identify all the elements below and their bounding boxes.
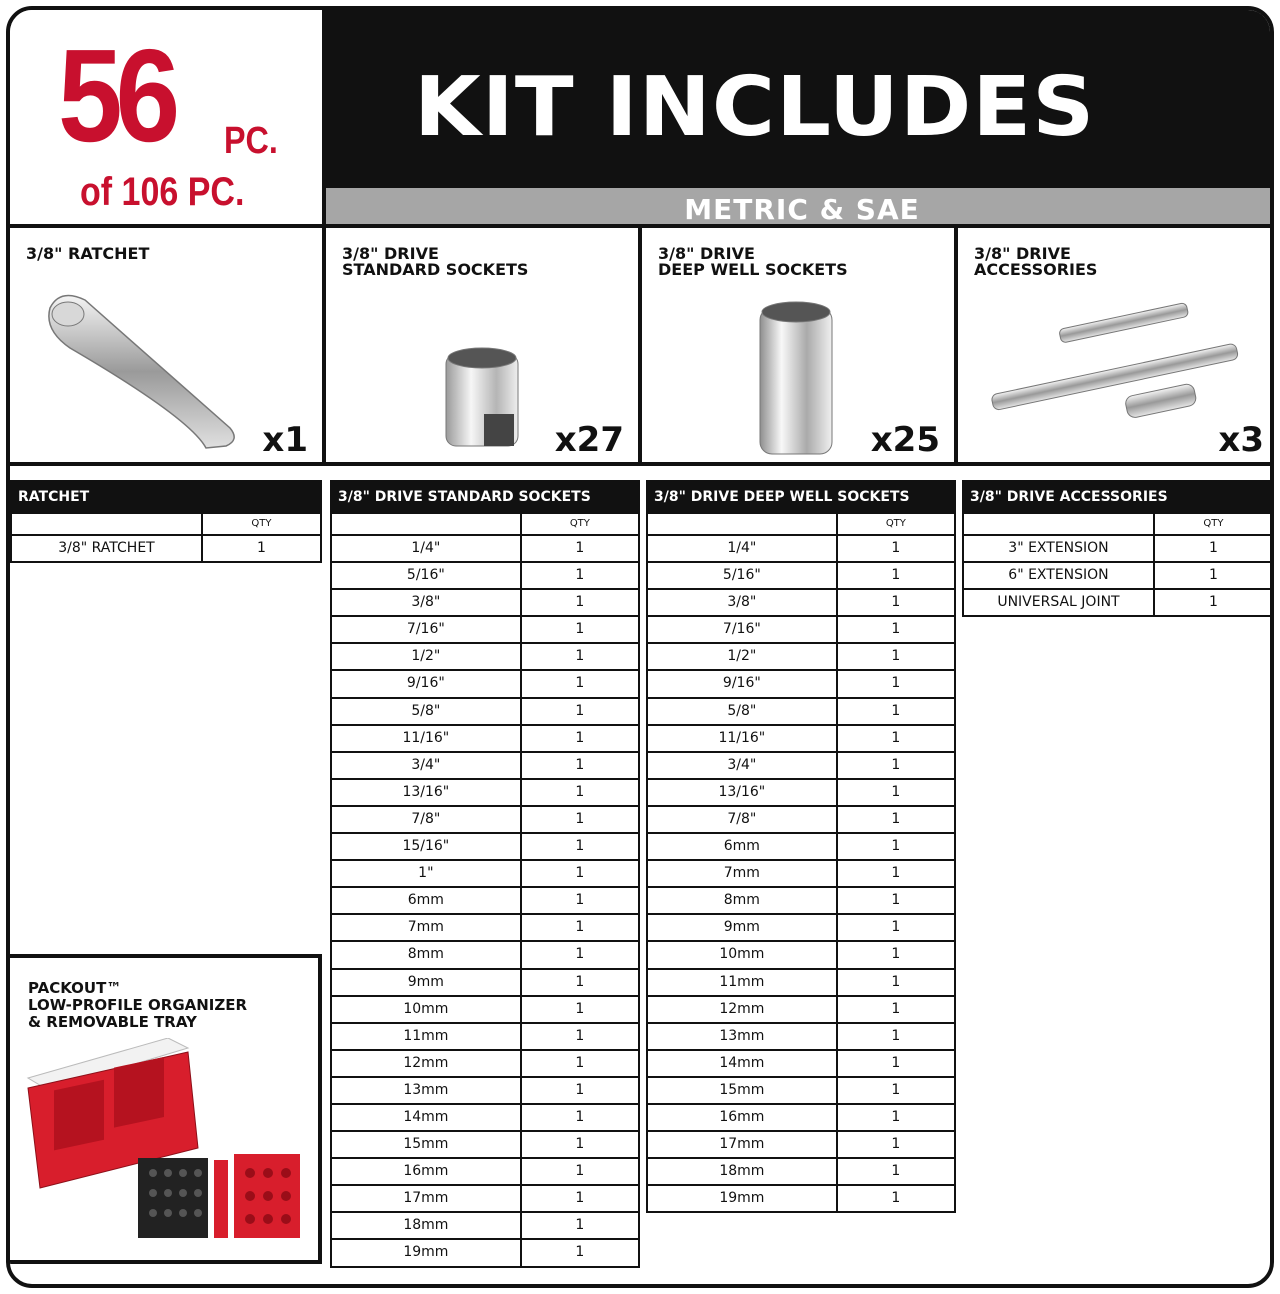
qty-cell: 1 <box>1209 567 1218 584</box>
item-cell: 9mm <box>332 970 522 995</box>
table-row <box>330 563 640 590</box>
table-row <box>330 1105 640 1132</box>
item-cell: 7/8" <box>332 807 522 832</box>
qty-cell: 1 <box>575 810 585 827</box>
item-cell: 17mm <box>332 1186 522 1211</box>
item-cell: 3" EXTENSION <box>964 536 1155 561</box>
item-cell: 18mm <box>332 1213 522 1238</box>
table-row <box>646 970 956 997</box>
qty-cell: 1 <box>891 1027 901 1044</box>
title-bar <box>326 10 1274 188</box>
qty-cell: 1 <box>575 594 585 611</box>
item-column-header <box>964 514 1155 534</box>
qty-cell: 1 <box>891 1136 901 1153</box>
qty-cell: 1 <box>575 865 585 882</box>
table-row <box>646 699 956 726</box>
table-row <box>330 888 640 915</box>
item-column-header <box>332 514 522 534</box>
table-row <box>646 563 956 590</box>
accessories-image <box>978 298 1258 438</box>
item-cell: 12mm <box>332 1051 522 1076</box>
qty-cell: 1 <box>575 973 585 990</box>
item-cell: 7mm <box>648 861 838 886</box>
qty-cell: 1 <box>891 865 901 882</box>
item-cell: 1/2" <box>648 644 838 669</box>
table-row <box>646 997 956 1024</box>
packout-title: PACKOUT™ LOW-PROFILE ORGANIZER & REMOVABLE TRAY <box>28 979 248 1031</box>
table-row <box>330 1213 640 1240</box>
qty-cell: 1 <box>891 838 901 855</box>
qty-cell: 1 <box>575 1190 585 1207</box>
table-row <box>330 617 640 644</box>
item-cell: 13mm <box>648 1024 838 1049</box>
table-row <box>646 726 956 753</box>
table-title: 3/8" DRIVE STANDARD SOCKETS <box>330 480 640 514</box>
table-header-row <box>330 514 640 536</box>
qty-cell: 1 <box>575 1244 585 1261</box>
table-row <box>330 1051 640 1078</box>
item-cell: 11mm <box>332 1024 522 1049</box>
item-cell: 8mm <box>332 942 522 967</box>
table-row <box>330 1132 640 1159</box>
piece-count: 56 <box>58 22 174 169</box>
item-cell: 16mm <box>648 1105 838 1130</box>
deep-sockets-table <box>646 480 956 1213</box>
table-row <box>330 1186 640 1213</box>
item-cell: 3/8" <box>332 590 522 615</box>
qty-cell: 1 <box>891 1000 901 1017</box>
qty-cell: 1 <box>1209 594 1218 611</box>
table-row <box>646 1105 956 1132</box>
product-title: 3/8" RATCHET <box>26 244 150 263</box>
product-deep-sockets <box>642 228 958 466</box>
standard-socket-image <box>438 344 528 454</box>
table-row <box>330 780 640 807</box>
table-row <box>646 807 956 834</box>
item-cell: 1/4" <box>332 536 522 561</box>
qty-cell: 1 <box>575 1027 585 1044</box>
table-row <box>962 536 1274 563</box>
table-row <box>330 970 640 997</box>
item-cell: 5/16" <box>332 563 522 588</box>
item-cell: 7/8" <box>648 807 838 832</box>
qty-cell: 1 <box>575 1000 585 1017</box>
table-row <box>10 536 322 563</box>
ratchet-image <box>30 278 270 458</box>
qty-cell: 1 <box>891 1190 901 1207</box>
item-cell: 5/8" <box>648 699 838 724</box>
item-cell: 1/4" <box>648 536 838 561</box>
total-pieces: of 106 PC. <box>80 170 245 214</box>
item-cell: 19mm <box>648 1186 838 1211</box>
product-accessories <box>958 228 1274 466</box>
table-row <box>646 644 956 671</box>
item-cell: 13mm <box>332 1078 522 1103</box>
item-cell: 11/16" <box>648 726 838 751</box>
item-cell: 8mm <box>648 888 838 913</box>
subtitle-bar <box>326 188 1274 228</box>
table-row <box>646 780 956 807</box>
qty-cell: 1 <box>891 892 901 909</box>
qty-cell: 1 <box>891 567 901 584</box>
qty-cell: 1 <box>575 540 585 556</box>
qty-cell: 1 <box>575 1217 585 1234</box>
table-header-row <box>962 514 1274 536</box>
table-title: 3/8" DRIVE ACCESSORIES <box>962 480 1274 514</box>
qty-cell: 1 <box>575 756 585 773</box>
table-row <box>330 536 640 563</box>
qty-cell: 1 <box>891 621 901 638</box>
table-row <box>330 1159 640 1186</box>
table-row <box>646 617 956 644</box>
qty-cell: 1 <box>891 702 901 719</box>
item-cell: UNIVERSAL JOINT <box>964 590 1155 615</box>
qty-cell: 1 <box>575 946 585 963</box>
qty-cell: 1 <box>575 702 585 719</box>
item-cell: 3/8" <box>648 590 838 615</box>
product-title: 3/8" DRIVE DEEP WELL SOCKETS <box>658 244 848 279</box>
table-row <box>330 1240 640 1267</box>
qty-cell: 1 <box>891 1108 901 1125</box>
product-qty: x1 <box>262 420 308 460</box>
item-cell: 14mm <box>332 1105 522 1130</box>
qty-cell: 1 <box>575 1163 585 1180</box>
item-column-header <box>648 514 838 534</box>
item-cell: 7/16" <box>648 617 838 642</box>
table-row <box>646 590 956 617</box>
item-cell: 13/16" <box>332 780 522 805</box>
product-qty: x25 <box>870 420 940 460</box>
product-qty: x27 <box>554 420 624 460</box>
table-row <box>646 1132 956 1159</box>
qty-cell: 1 <box>575 621 585 638</box>
table-row <box>330 915 640 942</box>
item-cell: 10mm <box>648 942 838 967</box>
qty-column-header: QTY <box>1203 518 1224 529</box>
table-row <box>646 671 956 698</box>
item-cell: 6mm <box>648 834 838 859</box>
item-cell: 15/16" <box>332 834 522 859</box>
ratchet-table <box>10 480 322 563</box>
item-cell: 9/16" <box>332 671 522 696</box>
table-row <box>330 807 640 834</box>
deep-socket-image <box>752 298 842 458</box>
qty-cell: 1 <box>575 675 585 692</box>
table-row <box>330 861 640 888</box>
table-row <box>330 753 640 780</box>
item-cell: 1/2" <box>332 644 522 669</box>
table-row <box>646 753 956 780</box>
item-cell: 6mm <box>332 888 522 913</box>
table-row <box>330 671 640 698</box>
item-cell: 3/4" <box>332 753 522 778</box>
qty-cell: 1 <box>575 567 585 584</box>
qty-cell: 1 <box>891 783 901 800</box>
item-cell: 10mm <box>332 997 522 1022</box>
product-qty: x3 <box>1218 420 1264 460</box>
qty-cell: 1 <box>575 1081 585 1098</box>
packout-organizer-image <box>18 1038 308 1248</box>
table-header-row <box>10 514 322 536</box>
item-cell: 14mm <box>648 1051 838 1076</box>
table-row <box>330 997 640 1024</box>
table-row <box>330 590 640 617</box>
qty-cell: 1 <box>891 919 901 936</box>
qty-cell: 1 <box>575 1054 585 1071</box>
qty-cell: 1 <box>891 594 901 611</box>
qty-cell: 1 <box>891 810 901 827</box>
table-row <box>330 942 640 969</box>
item-cell: 3/4" <box>648 753 838 778</box>
table-row <box>962 563 1274 590</box>
item-cell: 7/16" <box>332 617 522 642</box>
table-row <box>330 1078 640 1105</box>
qty-cell: 1 <box>575 1136 585 1153</box>
table-row <box>646 915 956 942</box>
qty-cell: 1 <box>891 1081 901 1098</box>
standard-sockets-table <box>330 480 640 1268</box>
piece-count-box <box>10 10 326 228</box>
table-row <box>646 861 956 888</box>
qty-cell: 1 <box>575 1108 585 1125</box>
qty-cell: 1 <box>891 946 901 963</box>
table-row <box>646 1078 956 1105</box>
table-title: 3/8" DRIVE DEEP WELL SOCKETS <box>646 480 956 514</box>
item-cell: 1" <box>332 861 522 886</box>
product-ratchet <box>10 228 326 466</box>
packout-panel <box>10 954 322 1264</box>
qty-column-header: QTY <box>569 518 590 529</box>
item-cell: 11mm <box>648 970 838 995</box>
qty-cell: 1 <box>575 783 585 800</box>
table-row <box>330 699 640 726</box>
qty-cell: 1 <box>575 919 585 936</box>
qty-cell: 1 <box>891 729 901 746</box>
kit-includes-sheet <box>6 6 1274 1288</box>
table-row <box>330 1024 640 1051</box>
item-cell: 5/8" <box>332 699 522 724</box>
product-title: 3/8" DRIVE STANDARD SOCKETS <box>342 244 529 279</box>
table-row <box>646 536 956 563</box>
table-row <box>646 888 956 915</box>
table-row <box>330 644 640 671</box>
table-row <box>330 726 640 753</box>
item-cell: 11/16" <box>332 726 522 751</box>
qty-cell: 1 <box>1209 540 1218 556</box>
table-header-row <box>646 514 956 536</box>
item-cell: 13/16" <box>648 780 838 805</box>
page-subtitle: METRIC & SAE <box>684 193 920 226</box>
item-cell: 19mm <box>332 1240 522 1265</box>
table-row <box>646 1159 956 1186</box>
qty-cell: 1 <box>575 648 585 665</box>
qty-column-header: QTY <box>251 518 272 529</box>
table-row <box>646 1186 956 1213</box>
piece-count-unit: PC. <box>224 120 278 162</box>
qty-cell: 1 <box>891 1054 901 1071</box>
qty-cell: 1 <box>575 729 585 746</box>
table-row <box>646 1051 956 1078</box>
qty-cell: 1 <box>891 648 901 665</box>
accessories-table <box>962 480 1274 617</box>
item-cell: 6" EXTENSION <box>964 563 1155 588</box>
table-row <box>330 834 640 861</box>
item-cell: 12mm <box>648 997 838 1022</box>
qty-cell: 1 <box>891 675 901 692</box>
item-cell: 18mm <box>648 1159 838 1184</box>
table-row <box>646 1024 956 1051</box>
qty-cell: 1 <box>257 540 266 556</box>
qty-cell: 1 <box>575 892 585 909</box>
item-cell: 15mm <box>332 1132 522 1157</box>
table-title: RATCHET <box>10 480 322 514</box>
item-cell: 7mm <box>332 915 522 940</box>
product-standard-sockets <box>326 228 642 466</box>
qty-column-header: QTY <box>885 518 906 529</box>
qty-cell: 1 <box>575 838 585 855</box>
qty-cell: 1 <box>891 1163 901 1180</box>
item-cell: 9mm <box>648 915 838 940</box>
qty-cell: 1 <box>891 973 901 990</box>
item-column-header <box>12 514 203 534</box>
item-cell: 16mm <box>332 1159 522 1184</box>
item-cell: 9/16" <box>648 671 838 696</box>
item-cell: 17mm <box>648 1132 838 1157</box>
item-cell: 3/8" RATCHET <box>12 536 203 561</box>
qty-cell: 1 <box>891 540 901 556</box>
item-cell: 5/16" <box>648 563 838 588</box>
product-title: 3/8" DRIVE ACCESSORIES <box>974 244 1098 279</box>
page-title: KIT INCLUDES <box>414 60 1096 155</box>
item-cell: 15mm <box>648 1078 838 1103</box>
table-row <box>962 590 1274 617</box>
table-row <box>646 942 956 969</box>
table-row <box>646 834 956 861</box>
qty-cell: 1 <box>891 756 901 773</box>
